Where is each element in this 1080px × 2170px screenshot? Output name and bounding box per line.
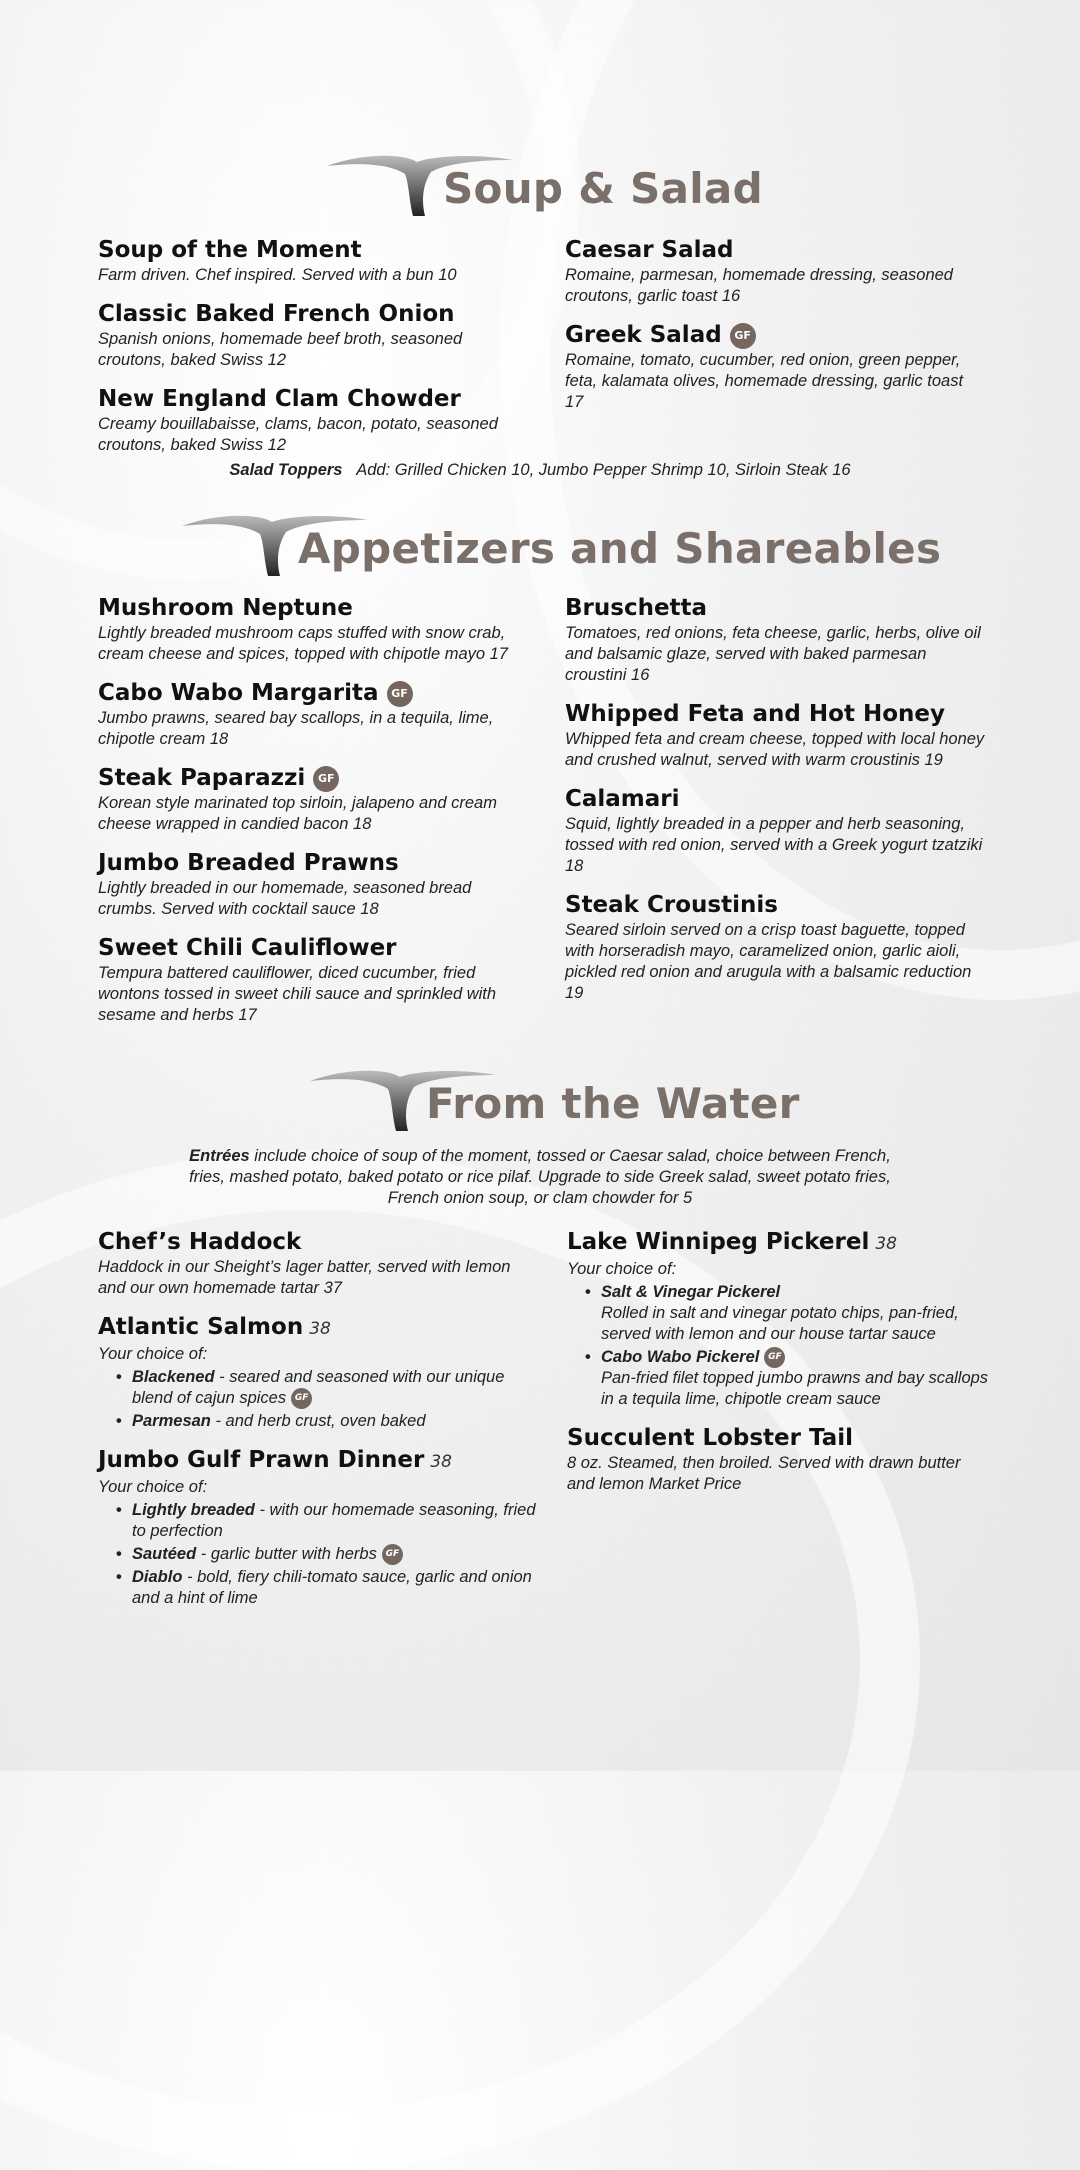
item-name: Steak Croustinis [565, 892, 778, 918]
gluten-free-icon: GF [291, 1388, 312, 1409]
entrees-text-3: French onion soup, or clam chowder for 5 [387, 1189, 693, 1207]
item-name [567, 1228, 992, 1259]
salad-column-right [565, 236, 985, 427]
salad-toppers [0, 460, 1080, 481]
menu-item [98, 236, 518, 286]
water-column-right [567, 1228, 992, 1509]
gluten-free-icon: GF [382, 1544, 403, 1565]
menu-item [567, 1424, 992, 1495]
menu-item [98, 1228, 538, 1299]
item-description: Lightly breaded mushroom caps stuffed with snow crab, cream cheese and spices, topped with chipotle mayo 17 [98, 624, 508, 663]
item-name [98, 1313, 538, 1344]
menu-item [98, 385, 518, 456]
option-text: - with our homemade seasoning, fried to perfection [132, 1501, 536, 1541]
appetizers-column-left [98, 594, 518, 1040]
item-name-text: Atlantic Salmon [98, 1314, 304, 1340]
menu-item [98, 1446, 538, 1609]
item-description: Tomatoes, red onions, feta cheese, garlic, herbs, olive oil and balsamic glaze, served with baked parmesan croustini 16 [565, 624, 981, 684]
menu-item [565, 700, 990, 771]
item-name: Chef’s Haddock [98, 1229, 302, 1255]
entrees-label: Entrées [189, 1147, 250, 1165]
section-header-soup-salad [325, 150, 763, 230]
item-price: 38 [309, 1319, 331, 1339]
water-column-left [98, 1228, 538, 1623]
gluten-free-icon: GF [387, 681, 413, 707]
menu-item [567, 1228, 992, 1410]
salad-toppers-label: Salad Toppers [229, 461, 343, 479]
item-price: 38 [430, 1452, 452, 1473]
item-name-text: Cabo Wabo Margarita [98, 680, 379, 706]
item-name: Bruschetta [565, 595, 708, 621]
item-name: Sweet Chili Cauliflower [98, 935, 397, 961]
item-name: Calamari [565, 786, 680, 812]
section-title: Soup & Salad [443, 164, 763, 213]
option-name: Lightly breaded [132, 1501, 255, 1520]
menu-item [98, 1313, 538, 1432]
item-choice: Your choice of: [567, 1260, 677, 1278]
menu-item [565, 321, 985, 413]
item-description: Creamy bouillabaisse, clams, bacon, potato, seasoned croutons, baked Swiss 12 [98, 415, 498, 454]
option-name: Diablo [132, 1568, 183, 1587]
gluten-free-icon: GF [313, 766, 339, 792]
soup-column-left [98, 236, 518, 470]
entrees-text-1: include choice of soup of the moment, tossed or Caesar salad, choice between French, [249, 1147, 891, 1165]
section-header-appetizers [180, 510, 942, 590]
item-description: Whipped feta and cream cheese, topped with local honey and crushed walnut, served with warm croustinis 19 [565, 730, 985, 769]
option-text: - garlic butter with herbs [196, 1545, 377, 1564]
item-name: Whipped Feta and Hot Honey [565, 701, 945, 727]
item-name: Caesar Salad [565, 237, 734, 263]
item-description: Seared sirloin served on a crisp toast baguette, topped with horseradish mayo, caramelized onion, garlic aioli, pickled red onion and arugula with a balsamic reduction 19 [565, 921, 972, 1002]
option-name: Parmesan [132, 1412, 211, 1431]
item-description: Haddock in our Sheight’s lager batter, served with lemon and our own homemade tartar 37 [98, 1258, 511, 1297]
item-description: Romaine, tomato, cucumber, red onion, green pepper, feta, kalamata olives, homemade dressing, garlic toast 17 [565, 351, 964, 411]
item-choice: Your choice of: [98, 1345, 208, 1363]
menu-item [98, 764, 518, 835]
item-description: Romaine, parmesan, homemade dressing, seasoned croutons, garlic toast 16 [565, 266, 953, 305]
option-list [116, 1367, 538, 1432]
item-name-text: Steak Paparazzi [98, 765, 306, 791]
option-text: Rolled in salt and vinegar potato chips, pan-fried, served with lemon and our house tartar sauce [601, 1304, 959, 1343]
appetizers-column-right [565, 594, 990, 1018]
option-item [116, 1567, 538, 1609]
item-description: Korean style marinated top sirloin, jalapeno and cream cheese wrapped in candied bacon 18 [98, 794, 497, 833]
item-description: Tempura battered cauliflower, diced cucumber, fried wontons tossed in sweet chili sauce and sprinkled with sesame and herbs 17 [98, 964, 497, 1024]
item-name-text: Greek Salad [565, 322, 722, 348]
item-name [98, 679, 518, 708]
menu-item [98, 849, 518, 920]
item-name-text: Jumbo Gulf Prawn Dinner [98, 1447, 425, 1474]
option-item [585, 1347, 992, 1410]
item-choice: Your choice of: [98, 1478, 208, 1497]
item-description: Spanish onions, homemade beef broth, seasoned croutons, baked Swiss 12 [98, 330, 463, 369]
item-description: Farm driven. Chef inspired. Served with a bun 10 [98, 266, 457, 284]
option-name: Blackened [132, 1368, 215, 1386]
item-name: Soup of the Moment [98, 237, 362, 263]
option-name: Sautéed [132, 1545, 197, 1564]
option-list [116, 1500, 538, 1609]
item-name: Classic Baked French Onion [98, 301, 455, 327]
item-name: Mushroom Neptune [98, 595, 353, 621]
menu-item [98, 300, 518, 371]
option-name: Cabo Wabo Pickerel [601, 1348, 760, 1366]
option-text: - bold, fiery chili-tomato sauce, garlic and onion and a hint of lime [132, 1568, 532, 1608]
option-item [116, 1544, 538, 1565]
option-text: - and herb crust, oven baked [210, 1412, 426, 1431]
menu-item [565, 785, 990, 877]
item-name: Succulent Lobster Tail [567, 1425, 854, 1452]
item-name [98, 1446, 538, 1477]
menu-item [98, 679, 518, 750]
item-description: Lightly breaded in our homemade, seasoned bread crumbs. Served with cocktail sauce 18 [98, 879, 472, 918]
menu-item [565, 594, 990, 686]
item-description: Jumbo prawns, seared bay scallops, in a tequila, lime, chipotle cream 18 [98, 709, 494, 748]
option-text: - seared and seasoned with our unique blend of cajun spices [132, 1368, 505, 1407]
menu-item [98, 594, 518, 665]
item-name: New England Clam Chowder [98, 386, 461, 412]
salad-toppers-text: Add: Grilled Chicken 10, Jumbo Pepper Shrimp 10, Sirloin Steak 16 [356, 461, 851, 479]
item-description: Squid, lightly breaded in a pepper and herb seasoning, tossed with red onion, served with a Greek yogurt tzatziki 18 [565, 815, 983, 875]
item-price: 38 [875, 1234, 897, 1254]
menu-item [565, 236, 985, 307]
option-item [116, 1367, 538, 1409]
section-title: From the Water [426, 1079, 800, 1128]
option-text: Pan-fried filet topped jumbo prawns and bay scallops in a tequila lime, chipotle cream sauce [601, 1369, 989, 1409]
item-name [98, 764, 518, 793]
section-title: Appetizers and Shareables [298, 524, 942, 573]
item-name [565, 321, 985, 350]
option-item [116, 1411, 538, 1432]
item-name: Jumbo Breaded Prawns [98, 850, 399, 876]
option-list [585, 1282, 992, 1410]
entrees-text-2: fries, mashed potato, baked potato or rice pilaf. Upgrade to side Greek salad, sweet potato fries, [189, 1168, 891, 1186]
option-item [585, 1282, 992, 1345]
gluten-free-icon: GF [730, 323, 756, 349]
option-item [116, 1500, 538, 1542]
item-name-text: Lake Winnipeg Pickerel [567, 1229, 870, 1255]
option-name: Salt & Vinegar Pickerel [601, 1283, 781, 1301]
gluten-free-icon: GF [764, 1347, 785, 1368]
section-header-water [308, 1065, 828, 1145]
menu-item [565, 891, 990, 1004]
menu-item [98, 934, 518, 1026]
item-description: 8 oz. Steamed, then broiled. Served with drawn butter and lemon Market Price [567, 1454, 961, 1494]
